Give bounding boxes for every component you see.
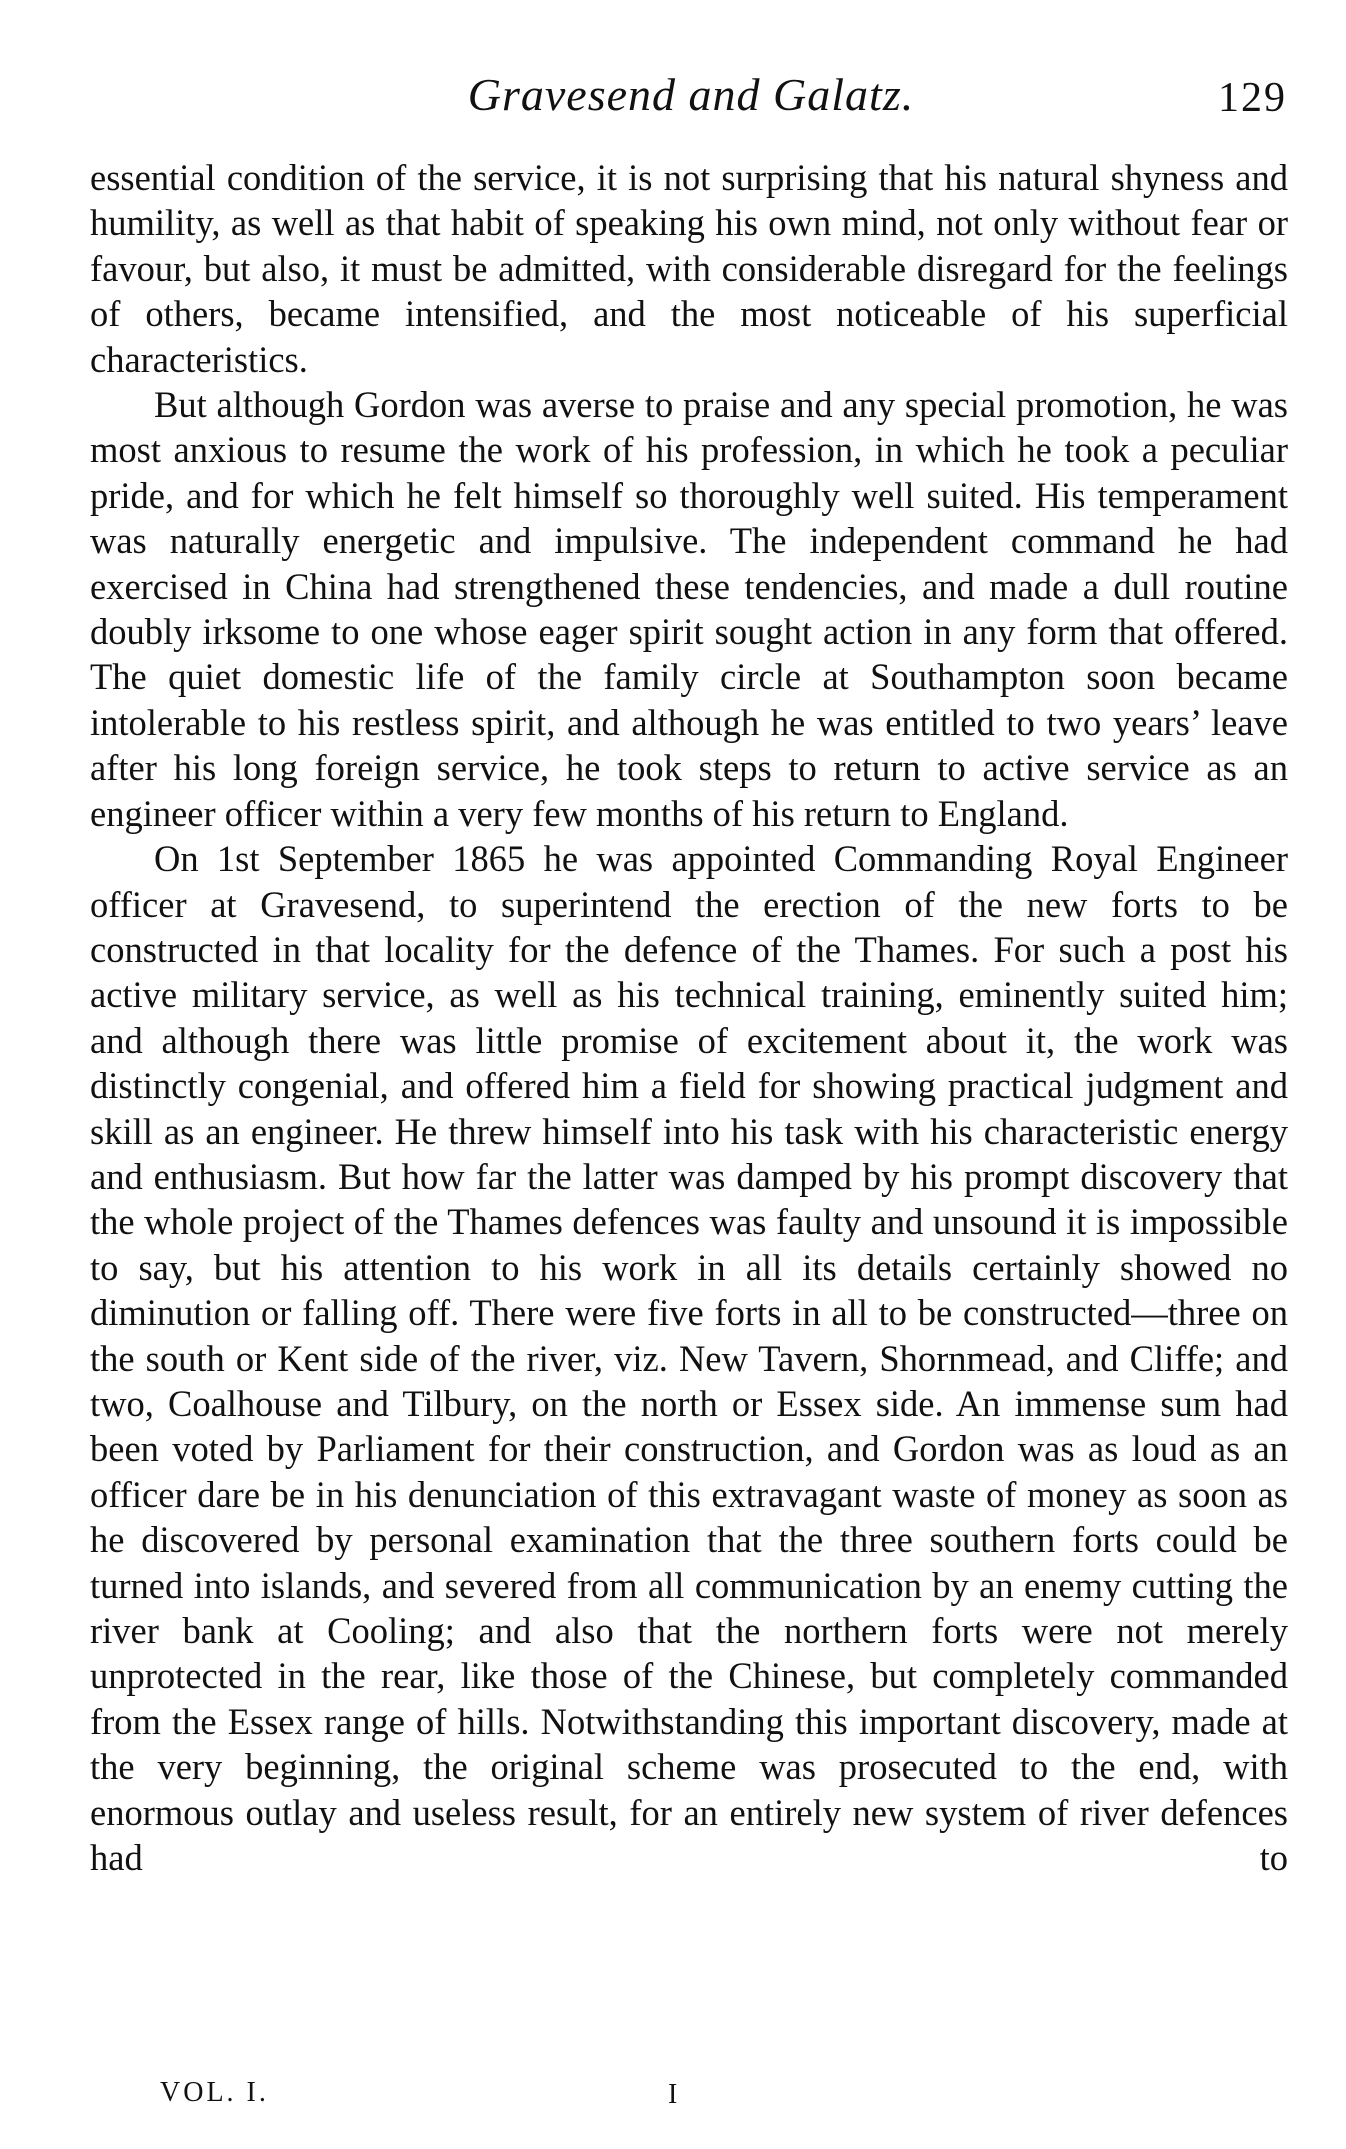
page-footer (0, 2077, 1346, 2127)
running-title: Gravesend and Galatz. (467, 69, 915, 120)
signature-volume: VOL. I. (160, 2077, 269, 2108)
page-number: 129 (1218, 75, 1287, 121)
signature-mark: I (668, 2079, 678, 2110)
paragraph-2: But although Gordon was averse to praise and any special promotion, he was most anxious to resume the work of his profession, in which he took a peculiar pride, and for which he felt himself so thoroughly well suited. His temperament was naturally energetic and impulsive. The independent command he had exercised in China had strengthened these tendencies, and made a dull routine doubly irksome to one whose eager spirit sought action in any form that offered. The quiet domestic life of the family circle at Southampton soon became intolerable to his restless spirit, and although he was entitled to two years’ leave after his long foreign service, he took steps to return to active service as an engineer officer within a very few months of his return to England. (90, 384, 1288, 834)
running-head (95, 68, 1287, 128)
paragraph-1: essential condition of the service, it is not surprising that his natural shyness and humility, as well as that habit of speaking his own mind, not only without fear or favour, but also, it must be admitted, with considerable disregard for the feelings of others, became intensified, and the most noticeable of his superficial characteristics. (90, 157, 1288, 380)
body-text (90, 155, 1288, 1880)
paragraph-3: On 1st September 1865 he was appointed Commanding Royal Engineer officer at Gravesend, to superintend the erection of the new forts to be constructed in that locality for the defence of the Thames. For such a post his active military service, as well as his technical training, eminently suited him; and although there was little promise of excitement about it, the work was distinctly congenial, and offered him a field for showing practical judgment and skill as an engineer. He threw himself into his task with his characteristic energy and enthusiasm. But how far the latter was damped by his prompt discovery that the whole project of the Thames defences was faulty and unsound it is impossible to say, but his attention to his work in all its details certainly showed no diminution or falling off. There were five forts in all to be constructed—three on the south or Kent side of the river, viz. New Tavern, Shornmead, and Cliffe; and two, Coalhouse and Tilbury, on the north or Essex side. An immense sum had been voted by Parliament for their construction, and Gordon was as loud as an officer dare be in his denunciation of this extravagant waste of money as soon as he discovered by personal examination that the three southern forts could be turned into islands, and severed from all communication by an enemy cutting the river bank at Cooling; and also that the northern forts were not merely unprotected in the rear, like those of the Chinese, but completely commanded from the Essex range of hills. Notwithstanding this important discovery, made at the very beginning, the original scheme was prosecuted to the end, with enormous outlay and useless result, for an entirely new system of river defences had to (90, 838, 1288, 1879)
